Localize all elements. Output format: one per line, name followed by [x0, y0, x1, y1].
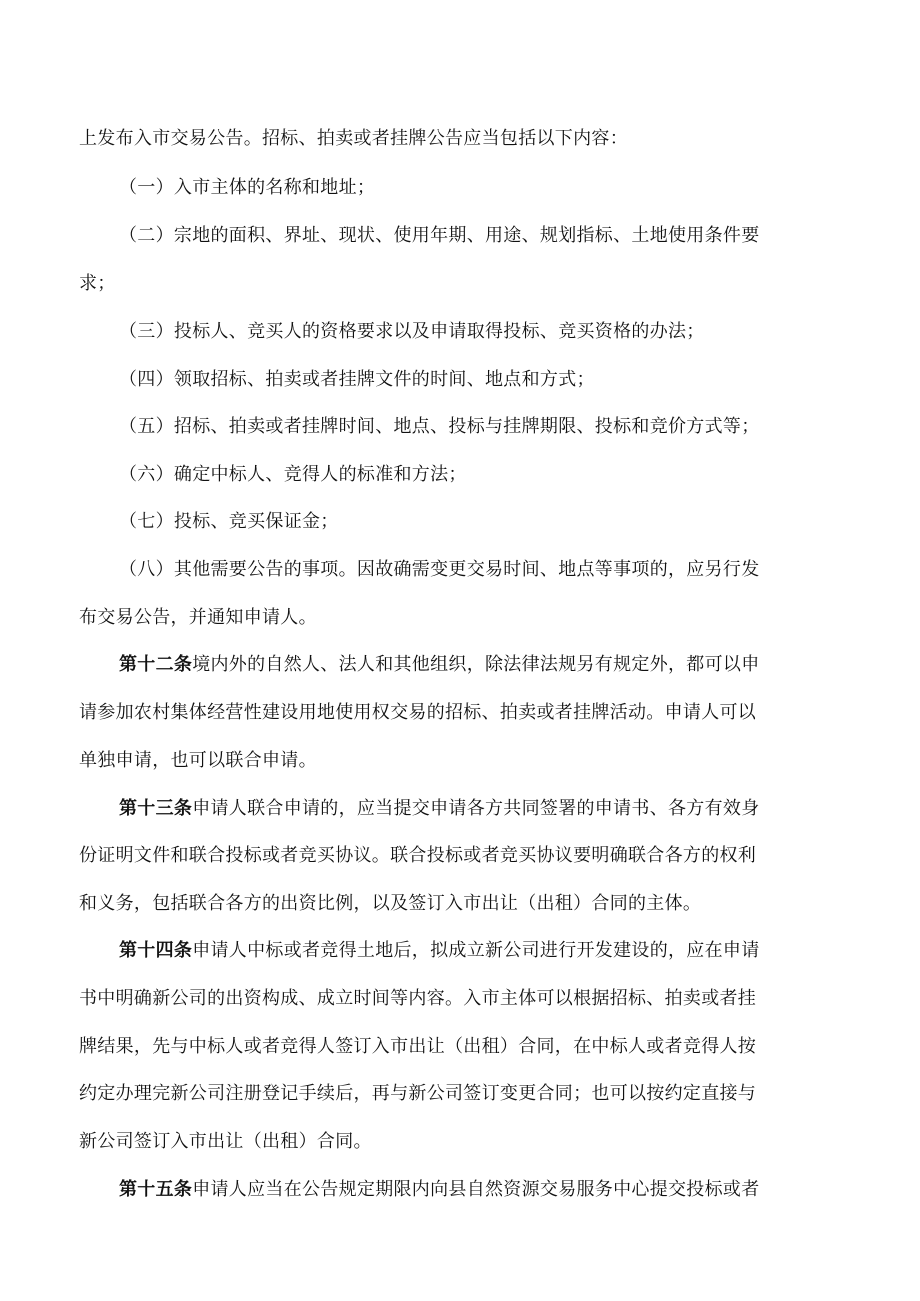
article-12-line-1 — [119, 650, 920, 680]
article-14-line-3: 牌结果，先与中标人或者竞得人签订入市出让（出租）合同，在中标人或者竞得人按 — [79, 1036, 757, 1057]
item-5: （五）招标、拍卖或者挂牌时间、地点、投标与挂牌期限、投标和竞价方式等； — [119, 416, 760, 437]
item-3: （三）投标人、竞买人的资格要求以及申请取得投标、竞买资格的办法； — [119, 321, 705, 342]
paragraph-intro-line-1: 上发布入市交易公告。招标、拍卖或者挂牌公告应当包括以下内容： — [79, 128, 628, 149]
article-13-line-3: 和义务，包括联合各方的出资比例，以及签订入市出让（出租）合同的主体。 — [79, 893, 702, 914]
article-15-line-1 — [119, 1175, 920, 1205]
article-12-text: 境内外的自然人、法人和其他组织，除法律法规另有规定外，都可以申 — [192, 654, 760, 675]
article-13-text: 申请人联合申请的，应当提交申请各方共同签署的申请书、各方有效身 — [192, 798, 760, 819]
item-8-line-1: （八）其他需要公告的事项。因故确需变更交易时间、地点等事项的，应另行发 — [119, 559, 760, 580]
article-label-12: 第十二条 — [119, 654, 193, 675]
item-2-line-1: （二）宗地的面积、界址、现状、使用年期、用途、规划指标、土地使用条件要 — [119, 225, 760, 246]
article-14-line-1 — [119, 936, 920, 966]
item-2-line-2: 求； — [79, 273, 116, 294]
article-14-line-4: 约定办理完新公司注册登记手续后，再与新公司签订变更合同；也可以按约定直接与 — [79, 1083, 757, 1104]
article-label-14: 第十四条 — [119, 940, 193, 961]
item-7: （七）投标、竞买保证金； — [119, 511, 339, 532]
item-4: （四）领取招标、拍卖或者挂牌文件的时间、地点和方式； — [119, 369, 595, 390]
item-8-line-2: 布交易公告，并通知申请人。 — [79, 607, 317, 628]
article-12-line-2: 请参加农村集体经营性建设用地使用权交易的招标、拍卖或者挂牌活动。申请人可以 — [79, 702, 757, 723]
article-13-line-1 — [119, 794, 920, 824]
article-14-text: 申请人中标或者竞得土地后，拟成立新公司进行开发建设的，应在申请 — [192, 940, 760, 961]
item-6: （六）确定中标人、竞得人的标准和方法； — [119, 464, 467, 485]
article-12-line-3: 单独申请，也可以联合申请。 — [79, 750, 317, 771]
article-label-15: 第十五条 — [119, 1179, 193, 1200]
article-14-line-2: 书中明确新公司的出资构成、成立时间等内容。入市主体可以根据招标、拍卖或者挂 — [79, 988, 757, 1009]
article-15-text: 申请人应当在公告规定期限内向县自然资源交易服务中心提交投标或者 — [192, 1179, 760, 1200]
item-1: （一）入市主体的名称和地址； — [119, 177, 376, 198]
article-14-line-5: 新公司签订入市出让（出租）合同。 — [79, 1131, 372, 1152]
article-13-line-2: 份证明文件和联合投标或者竞买协议。联合投标或者竞买协议要明确联合各方的权利 — [79, 845, 757, 866]
article-label-13: 第十三条 — [119, 798, 193, 819]
